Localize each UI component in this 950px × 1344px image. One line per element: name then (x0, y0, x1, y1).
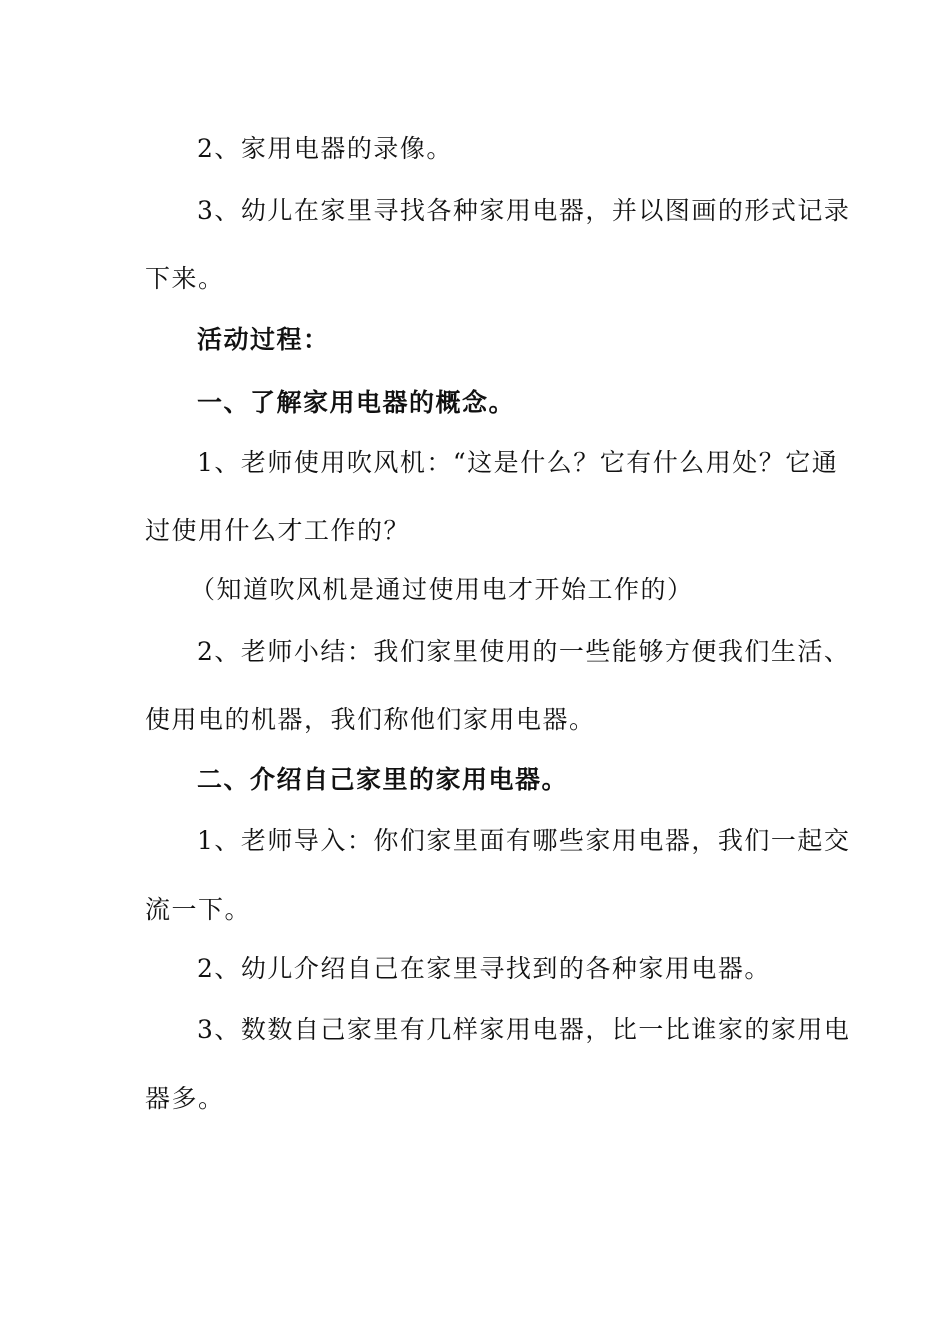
step-1-1-continued: 过使用什么才工作的？ (145, 516, 411, 545)
material-item-3: 3、幼儿在家里寻找各种家用电器，并以图画的形式记录 (197, 196, 851, 225)
section-heading-two: 二、介绍自己家里的家用电器。 (197, 765, 569, 794)
material-item-2: 2、家用电器的录像。 (197, 134, 453, 163)
step-1-2-continued: 使用电的机器，我们称他们家用电器。 (145, 705, 596, 734)
section-heading-activity-process: 活动过程： (197, 325, 330, 354)
step-1-1: 1、老师使用吹风机：“这是什么？它有什么用处？它通 (197, 448, 839, 477)
step-2-2: 2、幼儿介绍自己在家里寻找到的各种家用电器。 (197, 954, 771, 983)
step-2-3: 3、数数自己家里有几样家用电器，比一比谁家的家用电 (197, 1015, 851, 1044)
step-2-3-continued: 器多。 (145, 1084, 225, 1113)
step-1-2: 2、老师小结：我们家里使用的一些能够方便我们生活、 (197, 637, 851, 666)
step-2-1-continued: 流一下。 (145, 895, 252, 924)
step-2-1: 1、老师导入：你们家里面有哪些家用电器，我们一起交 (197, 826, 851, 855)
step-1-1-note: （知道吹风机是通过使用电才开始工作的） (190, 575, 694, 604)
material-item-3-continued: 下来。 (145, 264, 225, 293)
section-heading-one: 一、了解家用电器的概念。 (197, 388, 516, 417)
